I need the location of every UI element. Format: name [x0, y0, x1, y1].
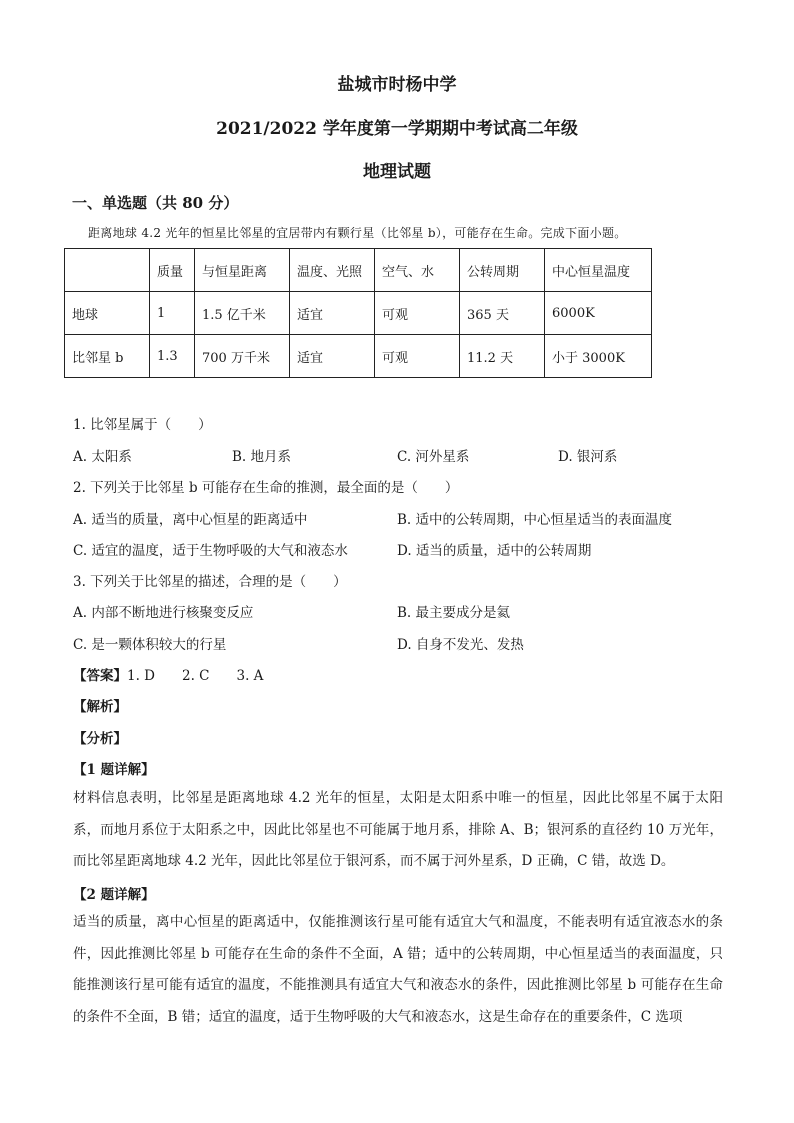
table-row	[65, 335, 652, 378]
detail-2-label: 【2 题详解】	[73, 887, 155, 903]
material-intro: 距离地球 4.2 光年的恒星比邻星的宜居带内有颗行星（比邻星 b），可能存在生命。完成下面小题。	[88, 226, 627, 240]
detail-2-text: 适当的质量，离中心恒星的距离适中，仅能推测该行星可能有适宜大气和温度，不能表明有适宜液态水的条件，因此推测比邻星 b 可能存在生命的条件不全面，A 错；适中的公转周期，中心恒星适当的表面温度，只能推测该行星可能有适宜的温度，不能推测具有适宜大气和液态水的条件，因此推测比邻星 b 可能存在生命的条件不全面，B 错；适宜的温度，适于生物呼吸的大气和液态水，这是生命存在的重要条件，C 选项	[73, 914, 723, 1025]
answer-line	[73, 664, 263, 684]
detail-1-text: 材料信息表明，比邻星是距离地球 4.2 光年的恒星，太阳是太阳系中唯一的恒星，因此比邻星不属于太阳系，而地月系位于太阳系之中，因此比邻星也不可能属于地月系，排除 A、B；银河系的直径约 10 万光年，而比邻星距离地球 4.2 光年，因此比邻星位于银河系，而不属于河外星系，D 正确，C 错，故选 D。	[73, 790, 723, 869]
question-2-stem: 2. 下列关于比邻星 b 可能存在生命的推测，最全面的是（ ）	[73, 480, 459, 496]
table-cell: 6000K	[545, 292, 652, 335]
question-3-option-d: D. 自身不发光、发热	[397, 637, 524, 653]
table-cell: 小于 3000K	[545, 335, 652, 378]
table-cell: 11.2 天	[460, 335, 545, 378]
table-header-cell: 与恒星距离	[195, 249, 290, 292]
table-header-cell: 温度、光照	[290, 249, 375, 292]
question-1-option-c: C. 河外星系	[397, 449, 470, 465]
question-2-option-b: B. 适中的公转周期，中心恒星适当的表面温度	[397, 512, 673, 528]
question-1-stem: 1. 比邻星属于（ ）	[73, 417, 212, 433]
table-cell: 1.5 亿千米	[195, 292, 290, 335]
analysis-label: 【解析】	[73, 699, 127, 715]
fenxi-label: 【分析】	[73, 731, 127, 747]
table-header-cell: 公转周期	[460, 249, 545, 292]
table-cell: 适宜	[290, 292, 375, 335]
table-cell: 可观	[375, 335, 460, 378]
table-cell: 1.3	[150, 335, 195, 378]
exam-title: 2021/2022 学年度第一学期期中考试高二年级	[216, 119, 578, 139]
answer-text: 1. D 2. C 3. A	[127, 668, 264, 684]
question-3-option-b: B. 最主要成分是氦	[397, 605, 511, 621]
section-heading: 一、单选题（共 80 分）	[72, 194, 239, 212]
answer-label: 【答案】	[73, 668, 127, 684]
table-cell: 可观	[375, 292, 460, 335]
table-cell: 700 万千米	[195, 335, 290, 378]
detail-1-label: 【1 题详解】	[73, 762, 155, 778]
school-name: 盐城市时杨中学	[337, 75, 457, 95]
table-header-cell: 中心恒星温度	[545, 249, 652, 292]
question-2-option-d: D. 适当的质量，适中的公转周期	[397, 543, 592, 559]
table-cell: 比邻星 b	[65, 335, 150, 378]
table-row	[65, 292, 652, 335]
question-1-option-a: A. 太阳系	[73, 449, 132, 465]
question-1-option-b: B. 地月系	[232, 449, 292, 465]
table-cell: 地球	[65, 292, 150, 335]
question-3-option-a: A. 内部不断地进行核聚变反应	[73, 605, 254, 621]
question-3-option-c: C. 是一颗体积较大的行星	[73, 637, 227, 653]
table-header-cell: 空气、水	[375, 249, 460, 292]
question-3-stem: 3. 下列关于比邻星的描述，合理的是（ ）	[73, 574, 347, 590]
table-header-row	[65, 249, 652, 292]
question-2-option-a: A. 适当的质量，离中心恒星的距离适中	[73, 512, 308, 528]
subject-title: 地理试题	[363, 162, 431, 182]
table-cell: 适宜	[290, 335, 375, 378]
question-1-option-d: D. 银河系	[558, 449, 618, 465]
table-cell: 365 天	[460, 292, 545, 335]
table-header-cell: 质量	[150, 249, 195, 292]
table-header-cell	[65, 249, 150, 292]
question-2-option-c: C. 适宜的温度，适于生物呼吸的大气和液态水	[73, 543, 348, 559]
table-cell: 1	[150, 292, 195, 335]
comparison-table	[64, 248, 652, 378]
